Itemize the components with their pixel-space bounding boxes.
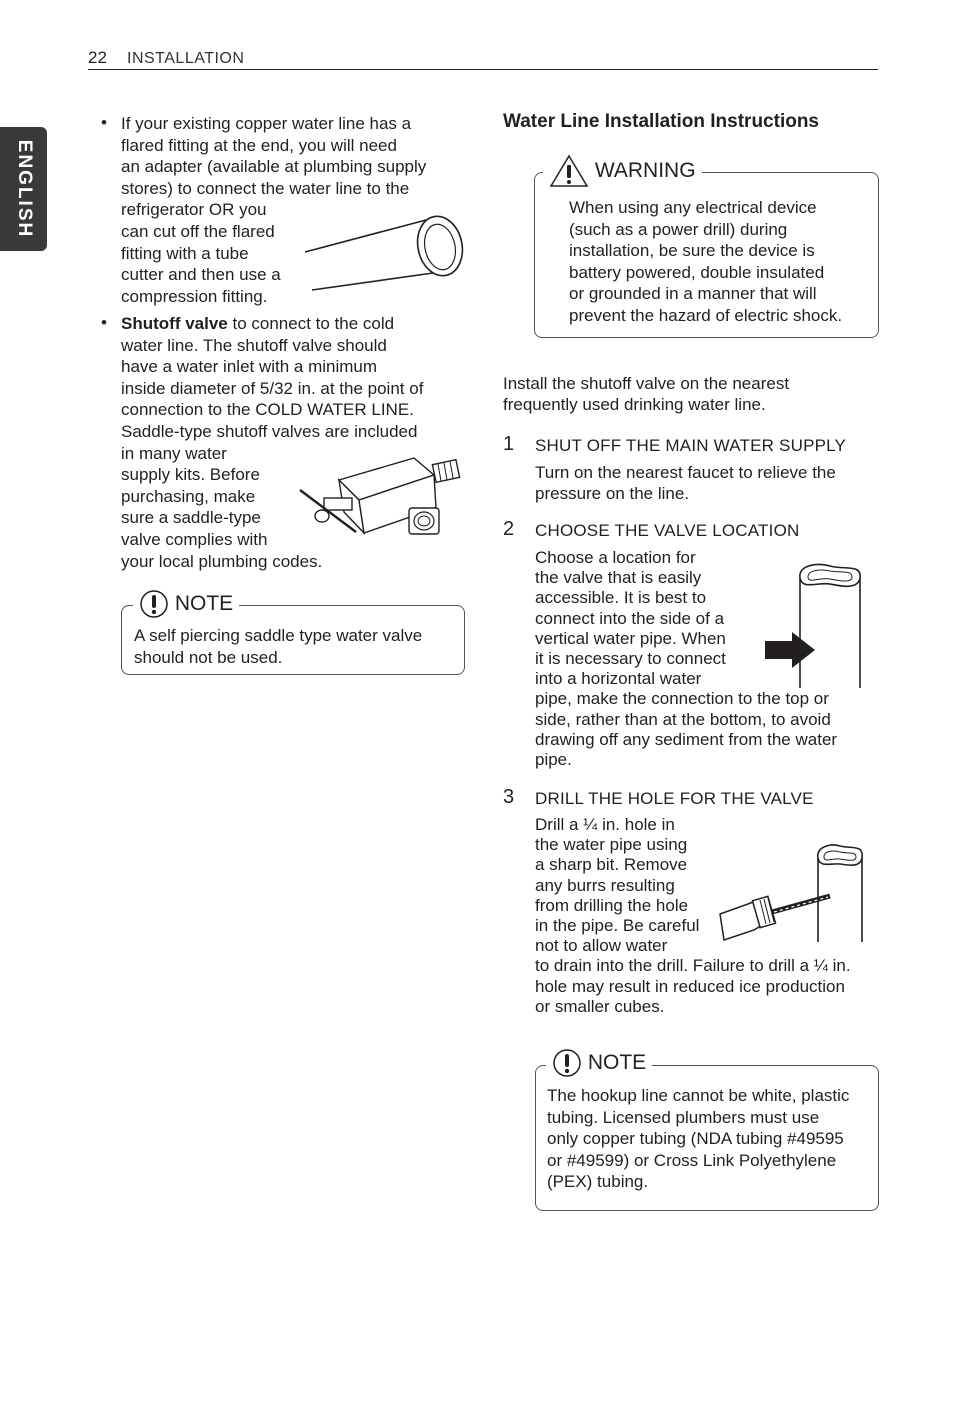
text-line: vertical water pipe. When <box>535 628 726 648</box>
exclamation-circle-icon <box>552 1048 582 1078</box>
text-line: flared fitting at the end, you will need <box>121 135 397 155</box>
text-line: frequently used drinking water line. <box>503 394 766 414</box>
note-text-left <box>134 625 422 668</box>
text-line: installation, be sure the device is <box>569 241 815 261</box>
vertical-pipe-arrow-illustration <box>760 558 870 690</box>
language-tab-label: ENGLISH <box>13 139 35 239</box>
text-line: Choose a location for <box>535 548 696 567</box>
text-line: not to allow water <box>535 936 668 956</box>
text-line: When using any electrical device <box>569 198 817 217</box>
text-line: Saddle-type shutoff valves are included <box>121 421 418 441</box>
text-line: The hookup line cannot be white, plastic <box>547 1086 850 1105</box>
text-line: to drain into the drill. Failure to drill a ¼ in. <box>535 956 851 976</box>
text-line: cutter and then use a <box>121 265 281 285</box>
text-line: A self piercing saddle type water valve <box>134 626 423 645</box>
section-title: INSTALLATION <box>127 50 245 67</box>
text-line: or grounded in a manner that will <box>569 284 817 304</box>
header-rule <box>88 69 878 70</box>
bullet-dot-1: • <box>101 113 107 132</box>
step-number: 3 <box>503 786 515 808</box>
text-line: battery powered, double insulated <box>569 262 825 282</box>
warning-triangle-icon <box>549 154 589 188</box>
flared-tube-illustration <box>300 210 470 295</box>
text-line: Install the shutoff valve on the nearest <box>503 374 790 393</box>
text-line: in the pipe. Be careful <box>535 916 700 936</box>
page-number: 22 <box>88 48 107 67</box>
intro-text <box>503 374 789 415</box>
note-label-text: NOTE <box>587 1051 647 1074</box>
warning-label-text: WARNING <box>594 159 696 182</box>
text-line: the water pipe using <box>535 835 688 855</box>
text-line: pressure on the line. <box>535 483 690 503</box>
text-line: a sharp bit. Remove <box>535 855 688 875</box>
text-line: have a water inlet with a minimum <box>121 357 378 377</box>
text-line: (such as a power drill) during <box>569 219 788 239</box>
text-line: only copper tubing (NDA tubing #49595 <box>547 1129 844 1149</box>
text-line: accessible. It is best to <box>535 588 707 608</box>
text-line: hole may result in reduced ice production <box>535 976 845 996</box>
text-line: supply kits. Before <box>121 465 260 485</box>
text-line: from drilling the hole <box>535 895 689 915</box>
text-line: drawing off any sediment from the water <box>535 729 838 749</box>
text-span: to connect to the cold <box>227 314 395 333</box>
note-text-right <box>547 1085 849 1193</box>
text-line: can cut off the flared <box>121 221 275 241</box>
text-line <box>121 313 423 335</box>
text-line: prevent the hazard of electric shock. <box>569 305 843 325</box>
saddle-valve-illustration <box>294 450 469 545</box>
text-line: Drill a ¼ in. hole in <box>535 815 675 834</box>
text-line: If your existing copper water line has a <box>121 114 412 133</box>
text-line: side, rather than at the bottom, to avoid <box>535 709 831 729</box>
text-line: should not be used. <box>134 647 283 667</box>
text-line: pipe, make the connection to the top or <box>535 689 829 709</box>
text-line: connect into the side of a <box>535 608 725 628</box>
text-line: tubing. Licensed plumbers must use <box>547 1107 820 1127</box>
step-body <box>535 463 836 504</box>
text-line: pipe. <box>535 750 572 770</box>
drill-pipe-illustration <box>718 838 868 946</box>
text-line: in many water <box>121 443 227 463</box>
step-number: 2 <box>503 518 515 540</box>
text-line: compression fitting. <box>121 286 268 306</box>
text-line: into a horizontal water <box>535 669 702 689</box>
step-heading: CHOOSE THE VALVE LOCATION <box>535 521 800 540</box>
exclamation-circle-icon <box>139 589 169 619</box>
shutoff-valve-term: Shutoff valve <box>121 314 228 333</box>
text-line: fitting with a tube <box>121 243 249 263</box>
text-line: valve complies with <box>121 529 268 549</box>
note-label-right <box>546 1048 652 1078</box>
text-line: any burrs resulting <box>535 875 675 895</box>
text-line: the valve that is easily <box>535 568 702 588</box>
text-line: (PEX) tubing. <box>547 1172 649 1192</box>
language-tab <box>0 127 47 251</box>
text-line: inside diameter of 5/32 in. at the point of <box>121 378 424 398</box>
section-heading: Water Line Installation Instructions <box>503 111 819 132</box>
text-line: refrigerator OR you <box>121 200 267 220</box>
step-heading: DRILL THE HOLE FOR THE VALVE <box>535 789 814 808</box>
text-line: an adapter (available at plumbing supply <box>121 157 427 177</box>
text-line: water line. The shutoff valve should <box>121 335 387 355</box>
text-line: or #49599) or Cross Link Polyethylene <box>547 1150 837 1170</box>
text-line: Turn on the nearest faucet to relieve the <box>535 463 836 482</box>
text-line: it is necessary to connect <box>535 649 726 669</box>
text-line: sure a saddle-type <box>121 508 261 528</box>
text-line: purchasing, make <box>121 486 256 506</box>
text-line: or smaller cubes. <box>535 996 665 1016</box>
text-line: your local plumbing codes. <box>121 551 323 571</box>
text-line: connection to the COLD WATER LINE. <box>121 400 414 420</box>
text-line: stores) to connect the water line to the <box>121 178 410 198</box>
note-label-text: NOTE <box>174 592 234 615</box>
note-label-left <box>133 589 239 619</box>
step-heading: SHUT OFF THE MAIN WATER SUPPLY <box>535 436 847 455</box>
warning-text <box>569 197 842 327</box>
step-number: 1 <box>503 433 515 455</box>
bullet-dot-2: • <box>101 313 107 332</box>
warning-label <box>543 154 702 188</box>
